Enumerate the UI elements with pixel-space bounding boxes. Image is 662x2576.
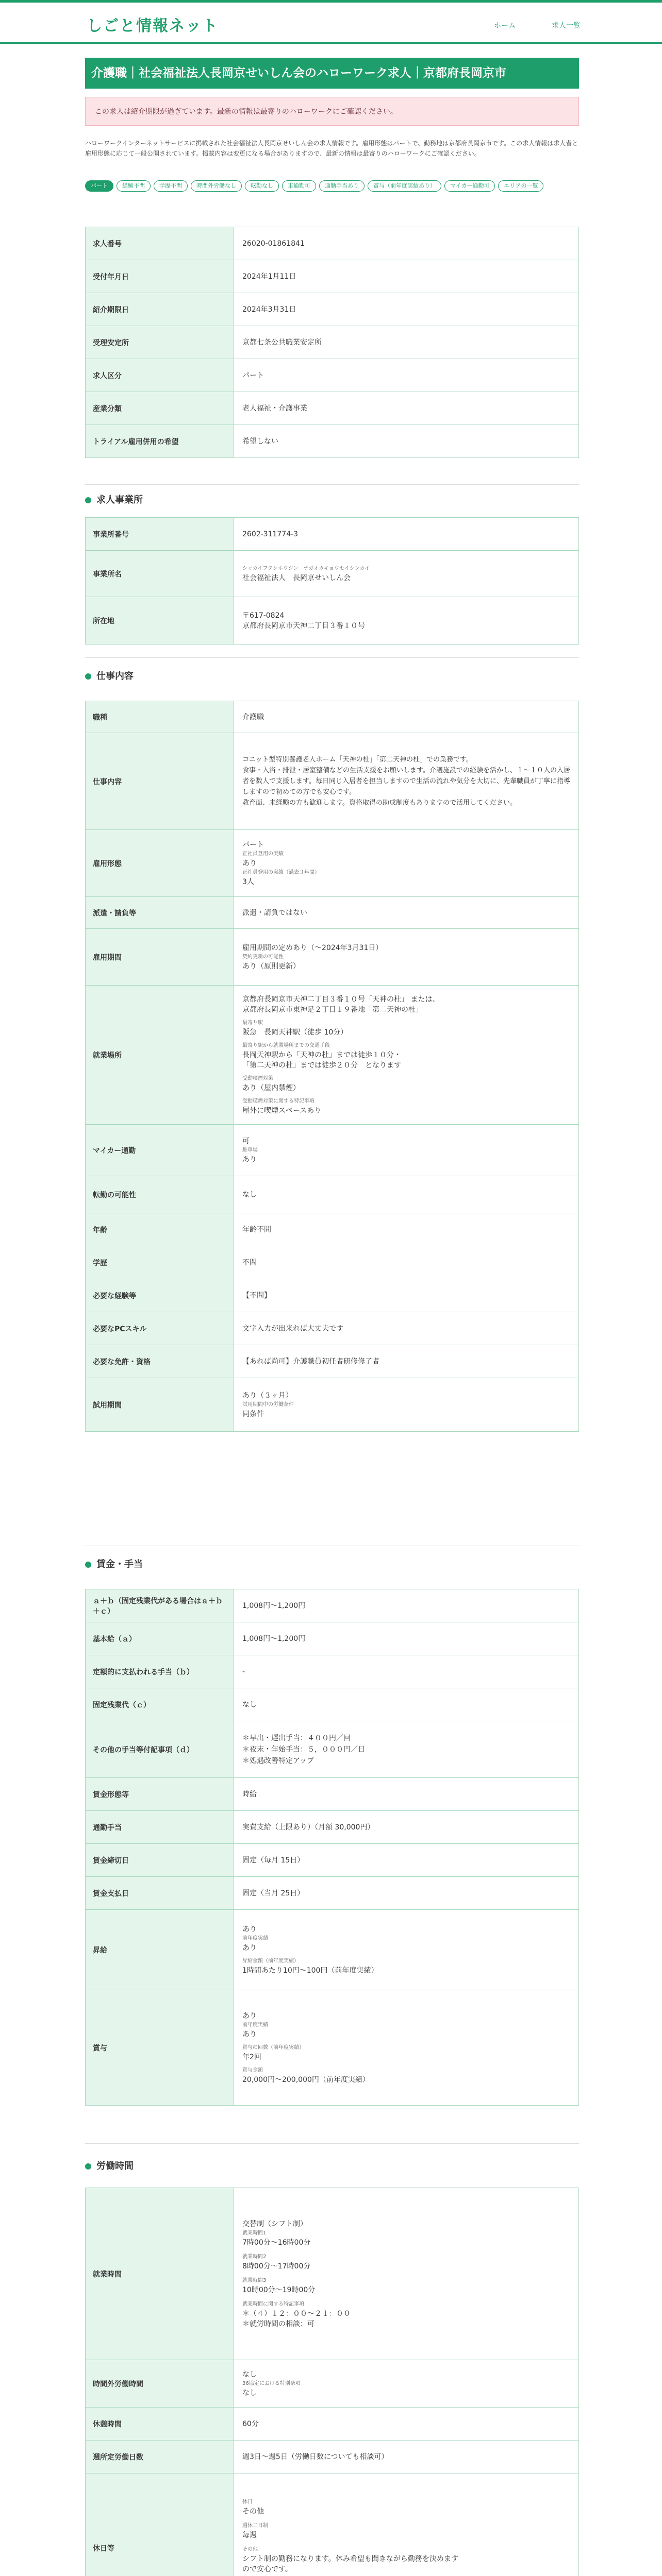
section-bullet-icon [85,497,91,503]
row-value [234,2473,579,2576]
table-row [86,1622,579,1655]
row-value [234,1378,579,1432]
table-row [86,1246,579,1279]
value-text: 阪急 長岡天神駅（徒歩 10分） [242,1028,348,1037]
sub-label: 契約更新の可能性 [242,954,284,960]
row-label: 賃金形態等 [86,1778,234,1811]
sub-label: 就業時間3 [242,2277,267,2283]
tag-item[interactable]: 転勤なし [245,180,279,192]
tag-item[interactable]: マイカー通勤可 [444,180,495,192]
row-value: 【不問】 [234,1279,579,1312]
row-value: 26020-01861841 [234,227,579,260]
table-row [86,518,579,551]
row-value [234,1910,579,1990]
basic-info-table [85,227,579,458]
row-label: 派遣・請負等 [86,897,234,929]
table-row [86,733,579,830]
row-value: 希望しない [234,425,579,458]
tag-item[interactable]: エリアの一覧 [498,180,543,192]
row-value [234,830,579,897]
company-table [85,517,579,645]
value-text: 3人 [242,877,254,886]
table-row [86,986,579,1125]
row-value: 2024年1月11日 [234,260,579,293]
table-row [86,1778,579,1811]
table-row [86,597,579,645]
row-label: トライアル雇用併用の希望 [86,425,234,458]
tag-item[interactable]: 賞与（前年度実績あり） [368,180,441,192]
sub-label: 前年度実績 [242,1935,268,1941]
table-row [86,1688,579,1721]
lead-text: ハローワークインターネットサービスに掲載された社会福祉法人長岡京せいしん会の求人情報です。雇用形態はパートで、勤務地は京都府長岡京市です。この求人情報は求人者と雇用形態に応じて一般公開されています。掲載内容は変更になる場合がありますので、最新の情報は最寄りのハローワークにご確認ください。 [85,140,578,157]
row-value: パート [234,359,579,392]
table-row [86,1910,579,1990]
tag-item[interactable]: 時間外労働なし [191,180,242,192]
section-bullet-icon [85,673,91,680]
row-value: 週3日〜週5日（労働日数についても相談可） [234,2441,579,2473]
feature-tags [85,180,579,192]
table-row [86,1877,579,1910]
value-text: あり（原則更新） [242,962,300,971]
table-row [86,293,579,326]
row-label: 時間外労働時間 [86,2360,234,2408]
table-row [86,227,579,260]
row-value: 1,008円〜1,200円 [234,1589,579,1622]
sub-label: 正社員登用の実績 [242,851,284,857]
value-text: 8時00分〜17時00分 [242,2262,311,2270]
row-label: 必要なPCスキル [86,1312,234,1345]
section-heading-text: 求人事業所 [96,495,143,505]
row-value: 1,008円〜1,200円 [234,1622,579,1655]
row-label: 就業場所 [86,986,234,1125]
table-row [86,2408,579,2441]
value-text: あり [242,1155,257,1164]
row-label: 固定残業代（ｃ） [86,1688,234,1721]
section-divider [85,2143,579,2144]
row-label: 就業時間 [86,2188,234,2360]
value-text: あり [242,859,257,868]
expired-alert [85,97,579,126]
row-value [234,986,579,1125]
row-value: 実費支給（上限あり）（月額 30,000円） [234,1811,579,1844]
value-text: シフト制の勤務になります。休み希望も聞きながら勤務を決めます ので安心です。 [242,2554,458,2573]
section-heading-job [85,669,134,682]
table-row [86,1655,579,1688]
row-value: 老人福祉・介護事業 [234,392,579,425]
section-heading-company [85,493,143,506]
row-value [234,2188,579,2360]
sub-label: 昇給金額（前年度実績） [242,1958,299,1964]
table-row [86,929,579,986]
row-label: ａ＋ｂ（固定残業代がある場合はａ＋ｂ＋ｃ） [86,1589,234,1622]
tag-item[interactable]: 通勤手当あり [319,180,365,192]
row-value: ＊早出・遅出手当：４００円／回 ＊夜末・年始手当：５，０００円／日 ＊処遇改善特定アップ [234,1721,579,1778]
row-label: 所在地 [86,597,234,645]
tag-item[interactable]: パート [85,180,113,192]
table-row [86,830,579,897]
row-label: 求人番号 [86,227,234,260]
row-label: 職種 [86,701,234,733]
section-bullet-icon [85,1562,91,1568]
row-value: 2602-311774-3 [234,518,579,551]
company-name: 社会福祉法人 長岡京せいしん会 [242,573,351,582]
row-value: なし [234,1176,579,1213]
row-value: コニット型特別養護老人ホーム「天神の杜」「第二天神の杜」での業務です。 食事・入浴・排泄・居室整備などの生活支援をお願いします。介護施設での経験を活かし、１～１０人の入居者を数人で支援します。毎日同じ入居者を担当しますので生活の流れや気分を大切に、先輩職員が丁寧に指導しますので初めての方でも安心です。 教育面、未経験の方も歓迎します。資格取得の助成制度もありますので活用してください。 [234,733,579,830]
row-label: 通勤手当 [86,1811,234,1844]
value-text: 雇用期間の定めあり（～2024年3月31日） [242,943,383,952]
sub-label: 賞与の回数（前年度実績） [242,2044,304,2050]
row-value: 派遣・請負ではない [234,897,579,929]
table-row [86,551,579,597]
header-nav [494,20,581,30]
table-row [86,1589,579,1622]
value-text: あり（３ヶ月） [242,1391,293,1400]
value-text: なし [242,2388,257,2397]
sub-label: 最寄り駅から就業場所までの交通手段 [242,1042,330,1048]
row-value: 不問 [234,1246,579,1279]
row-value: 介護職 [234,701,579,733]
value-text: 年2回 [242,2053,261,2061]
value-text: 長岡天神駅から「天神の杜」までは徒歩１０分・ 「第二天神の杜」までは徒歩２０分 となります [242,1050,401,1070]
table-row [86,1279,579,1312]
row-label: 基本給（ａ） [86,1622,234,1655]
value-text: 20,000円〜200,000円（前年度実績） [242,2075,370,2084]
job-title-bar: 介護職｜社会福祉法人長岡京せいしん会のハローワーク求人｜京都府長岡京市 [85,58,579,89]
row-value: 京都七条公共職業安定所 [234,326,579,359]
row-label: その他の手当等付記事項（ｄ） [86,1721,234,1778]
sub-label: 駐車場 [242,1147,258,1153]
table-row [86,2473,579,2576]
row-value [234,2360,579,2408]
row-value [234,1990,579,2106]
value-text: 交替制（シフト制） [242,2219,307,2228]
postal-code: 〒617-0824 [242,611,285,620]
value-text: 毎週 [242,2531,257,2539]
row-value: 固定（当月 25日） [234,1877,579,1910]
sub-label: 正社員登用の実績（過去３年間） [242,869,320,875]
sub-label: 就業時間1 [242,2230,267,2236]
section-bullet-icon [85,2163,91,2170]
table-row [86,1176,579,1213]
value-text: 京都府長岡京市天神二丁目３番１０号「天神の杜」 または、 京都府長岡京市東神足２丁目１９番地「第二天神の杜」 [242,995,440,1014]
row-label: 転勤の可能性 [86,1176,234,1213]
table-row [86,701,579,733]
table-row [86,1811,579,1844]
row-label: 事業所番号 [86,518,234,551]
row-label: 休日等 [86,2473,234,2576]
row-label: 事業所名 [86,551,234,597]
value-text: 10時00分〜19時00分 [242,2285,316,2294]
row-value: 固定（毎月 15日） [234,1844,579,1877]
row-label: 求人区分 [86,359,234,392]
sub-label: 試用期間中の労働条件 [242,1401,294,1408]
row-label: マイカー通勤 [86,1125,234,1176]
sub-label: 受動喫煙対策 [242,1075,273,1081]
row-label: 試用期間 [86,1378,234,1432]
sub-label: 賞与金額 [242,2067,263,2073]
site-header [0,3,662,44]
tag-item[interactable]: 車通勤可 [282,180,316,192]
value-text: あり [242,2030,257,2039]
table-row [86,1990,579,2106]
sub-label: 就業時間2 [242,2253,267,2260]
table-row [86,326,579,359]
sub-label: 就業時間に関する特記事項 [242,2301,304,2307]
section-divider [85,484,579,485]
wage-table [85,1589,579,2106]
row-label: 受理安定所 [86,326,234,359]
value-text: あり（屋内禁煙） [242,1083,300,1092]
value-text: 1時間あたり10円〜100円（前年度実績） [242,1966,378,1975]
site-logo[interactable]: しごと情報ネット [87,17,219,35]
value-text: パート [242,840,264,849]
table-row [86,1844,579,1877]
row-label: 必要な経験等 [86,1279,234,1312]
sub-label: その他 [242,2546,258,2552]
sub-label: 週休二日制 [242,2522,268,2529]
row-value: 60分 [234,2408,579,2441]
row-label: 必要な免許・資格 [86,1345,234,1378]
section-heading-hours [85,2159,134,2172]
section-heading-text: 仕事内容 [96,671,134,682]
value-text: あり [242,1943,257,1952]
value-text: 可 [242,1137,250,1145]
value-text: あり [242,2011,257,2020]
row-value [234,1125,579,1176]
table-row [86,1721,579,1778]
sub-label: 36協定における特別条項 [242,2380,301,2386]
row-value: - [234,1655,579,1688]
row-label: 賃金支払日 [86,1877,234,1910]
row-value: なし [234,1688,579,1721]
value-text: なし [242,2370,257,2379]
row-value [234,929,579,986]
table-row [86,425,579,458]
sub-label: 前年度実績 [242,2022,268,2028]
row-label: 仕事内容 [86,733,234,830]
row-value: 年齢不問 [234,1213,579,1246]
row-value: 時給 [234,1778,579,1811]
value-text: 屋外に喫煙スペースあり [242,1106,322,1115]
nav-home-link[interactable]: ホーム [494,22,516,30]
table-row [86,1378,579,1432]
sub-label: 最寄り駅 [242,1020,263,1026]
section-heading-wage [85,1557,143,1570]
table-row [86,2441,579,2473]
section-heading-text: 労働時間 [96,2161,134,2172]
value-text: ＊（４）１２：００～２１：００ ＊就労時間の相談：可 [242,2309,351,2328]
company-kana: シャカイフクシホウジン ナガオカキョウセイシンカイ [242,565,370,571]
row-label: 年齢 [86,1213,234,1246]
row-label: 雇用形態 [86,830,234,897]
value-text: あり [242,1925,257,1934]
value-text: その他 [242,2507,264,2516]
table-row [86,1345,579,1378]
table-row [86,1312,579,1345]
row-value: 2024年3月31日 [234,293,579,326]
table-row [86,392,579,425]
row-value [234,551,579,597]
table-row [86,2188,579,2360]
section-divider [85,657,579,658]
table-row [86,1213,579,1246]
row-label: 受付年月日 [86,260,234,293]
nav-job-list-link[interactable]: 求人一覧 [552,22,581,30]
row-label: 賃金締切日 [86,1844,234,1877]
row-label: 産業分類 [86,392,234,425]
row-value [234,597,579,645]
table-row [86,1125,579,1176]
row-label: 週所定労働日数 [86,2441,234,2473]
row-label: 紹介期限日 [86,293,234,326]
table-row [86,2360,579,2408]
sub-label: 受動喫煙対策に関する特記事項 [242,1098,315,1104]
page-title [85,58,579,89]
row-label: 昇給 [86,1910,234,1990]
row-label: 学歴 [86,1246,234,1279]
value-text: 7時00分〜16時00分 [242,2238,311,2247]
table-row [86,260,579,293]
row-value: 文字入力が出来れば大丈夫です [234,1312,579,1345]
value-text: 同条件 [242,1410,264,1418]
sub-label: 休日 [242,2499,253,2505]
hours-table [85,2188,579,2576]
section-heading-text: 賃金・手当 [96,1559,143,1570]
tag-item[interactable]: 学歴不問 [154,180,188,192]
job-table [85,701,579,1432]
row-label: 休憩時間 [86,2408,234,2441]
row-label: 定額的に支払われる手当（ｂ） [86,1655,234,1688]
row-value: 【あれば尚可】介護職員初任者研修修了者 [234,1345,579,1378]
expired-alert-text: この求人は紹介期限が過ぎています。最新の情報は最寄りのハローワークにご確認ください。 [85,97,579,126]
tag-item[interactable]: 経験不問 [117,180,151,192]
row-label: 賞与 [86,1990,234,2106]
address: 京都府長岡京市天神二丁目３番１０号 [242,621,365,630]
table-row [86,897,579,929]
row-label: 雇用期間 [86,929,234,986]
table-row [86,359,579,392]
